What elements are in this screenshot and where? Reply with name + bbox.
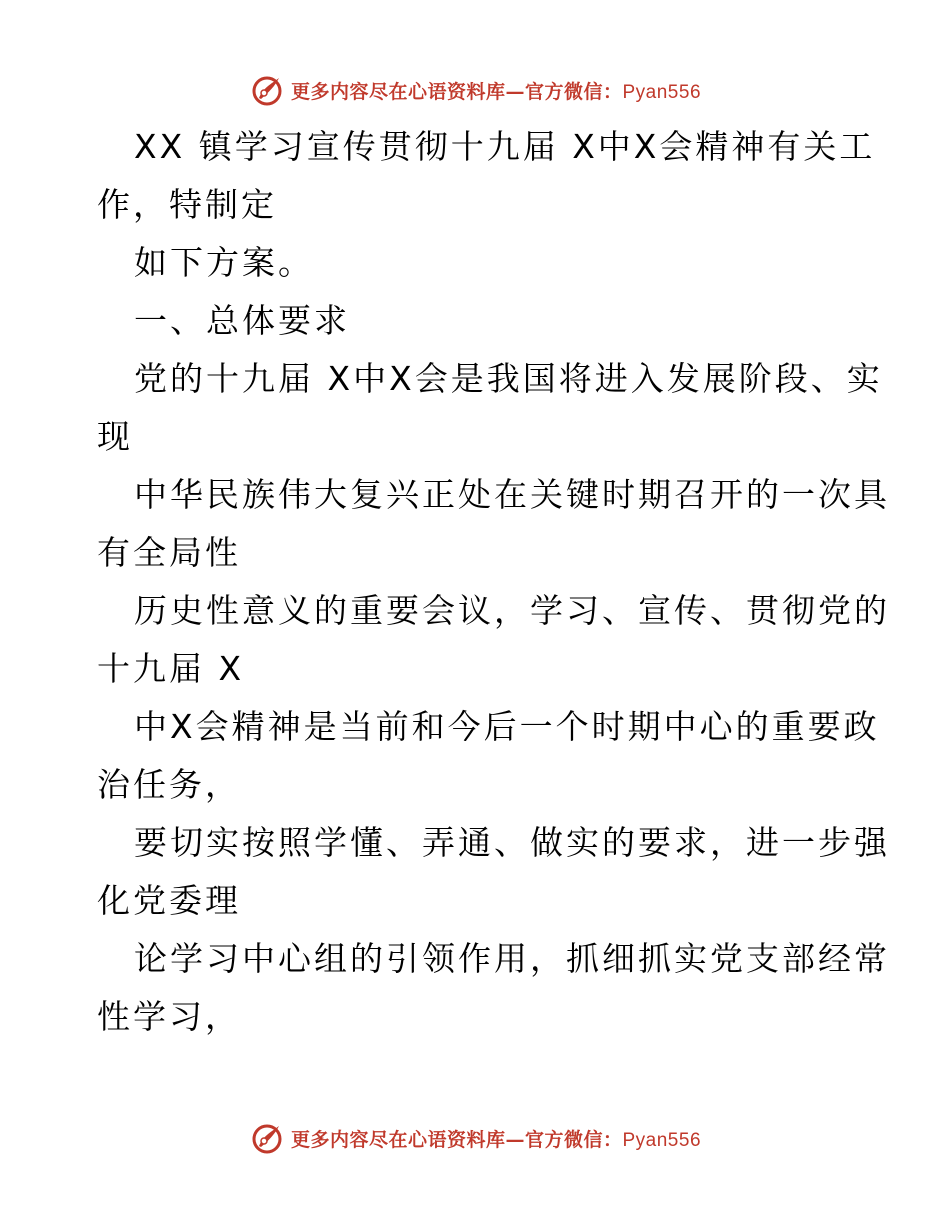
watermark-text: 更多内容尽在心语资料库—官方微信：Pyan556 [290, 1128, 702, 1151]
footer-watermark [0, 1118, 950, 1158]
watermark-brand: Pyan556 [622, 81, 702, 103]
text-line: 如下方案。 [134, 243, 314, 282]
text-line: 化党委理 [97, 881, 241, 920]
watermark-brand: Pyan556 [622, 1129, 702, 1151]
text-line: 性学习， [97, 997, 241, 1036]
text-line: 有全局性 [97, 533, 241, 572]
text-line: 要切实按照学懂、弄通、做实的要求，进一步强 [134, 823, 890, 862]
red-seal-logo-icon [249, 72, 285, 108]
red-seal-logo-icon [249, 1120, 285, 1156]
text-line: 党的十九届 X中X会是我国将进入发展阶段、实 [134, 359, 883, 398]
text-line: 十九届 X [97, 649, 245, 688]
text-line: 作，特制定 [97, 185, 277, 224]
text-line: 现 [97, 417, 133, 456]
watermark-text: 更多内容尽在心语资料库—官方微信：Pyan556 [290, 80, 702, 103]
text-line: 论学习中心组的引领作用，抓细抓实党支部经常 [134, 939, 890, 978]
text-line: 中华民族伟大复兴正处在关键时期召开的一次具 [134, 475, 890, 514]
text-line: 一、总体要求 [134, 301, 350, 340]
text-line: 历史性意义的重要会议，学习、宣传、贯彻党的 [134, 591, 890, 630]
text-line: 中X会精神是当前和今后一个时期中心的重要政 [134, 707, 880, 746]
text-line: XX 镇学习宣传贯彻十九届 X中X会精神有关工 [134, 127, 876, 166]
document-body [97, 118, 890, 1046]
header-watermark [0, 70, 950, 110]
text-line: 治任务， [97, 765, 241, 804]
